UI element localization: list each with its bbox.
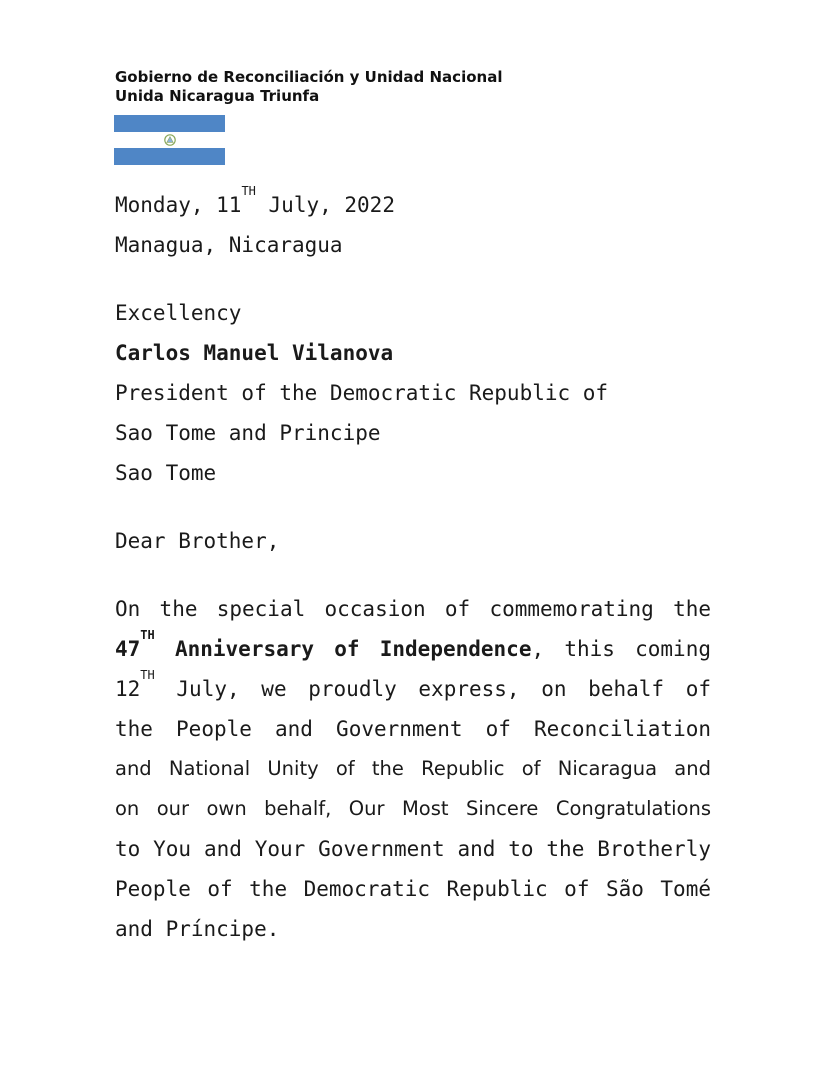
recipient-name: Carlos Manuel Vilanova [115,341,394,365]
coat-of-arms-icon [163,134,177,146]
body-line-4: the People and Government of Reconciliation [115,717,711,741]
recipient-title-line-2: Sao Tome and Principe [115,421,381,445]
anniversary-ordinal: TH [140,628,155,642]
flag-top-band [114,115,225,132]
letterhead-line-1: Gobierno de Reconciliación y Unidad Nacional [115,68,503,86]
anniversary-number: 47 [115,637,141,661]
flag-middle-band [114,132,225,149]
nicaragua-flag-icon [114,115,225,165]
recipient-title-line-1: President of the Democratic Republic of [115,381,609,405]
body-line-9: and Príncipe. [115,917,280,941]
body-line-7: to You and Your Government and to the Brotherly [115,837,711,861]
day-ordinal: TH [140,668,155,682]
body-line-2-rest: , this coming [531,637,711,661]
letter-date [115,184,395,217]
recipient-salutation-title: Excellency [115,301,242,325]
body-line-3-rest: July, we proudly express, on behalf of [154,677,711,701]
body-line-5: and National Unity of the Republic of Nicaragua and [115,757,711,780]
anniversary-title: Anniversary of Independence [154,637,532,661]
body-line-8: People of the Democratic Republic of São Tomé [115,877,711,901]
date-day: Monday, 11 [115,193,242,217]
recipient-city: Sao Tome [115,461,217,485]
date-ordinal: TH [241,184,256,198]
letterhead [115,68,502,106]
letter-place: Managua, Nicaragua [115,233,343,257]
body-line-2 [115,628,711,661]
day-number: 12 [115,677,141,701]
body-line-6: on our own behalf, Our Most Sincere Congratulations [115,797,711,820]
flag-bottom-band [114,148,225,165]
body-line-3 [115,668,711,701]
date-month-year: July, 2022 [255,193,395,217]
letterhead-line-2: Unida Nicaragua Triunfa [115,87,320,105]
body-line-1: On the special occasion of commemorating the [115,597,711,621]
letter-greeting: Dear Brother, [115,529,280,553]
